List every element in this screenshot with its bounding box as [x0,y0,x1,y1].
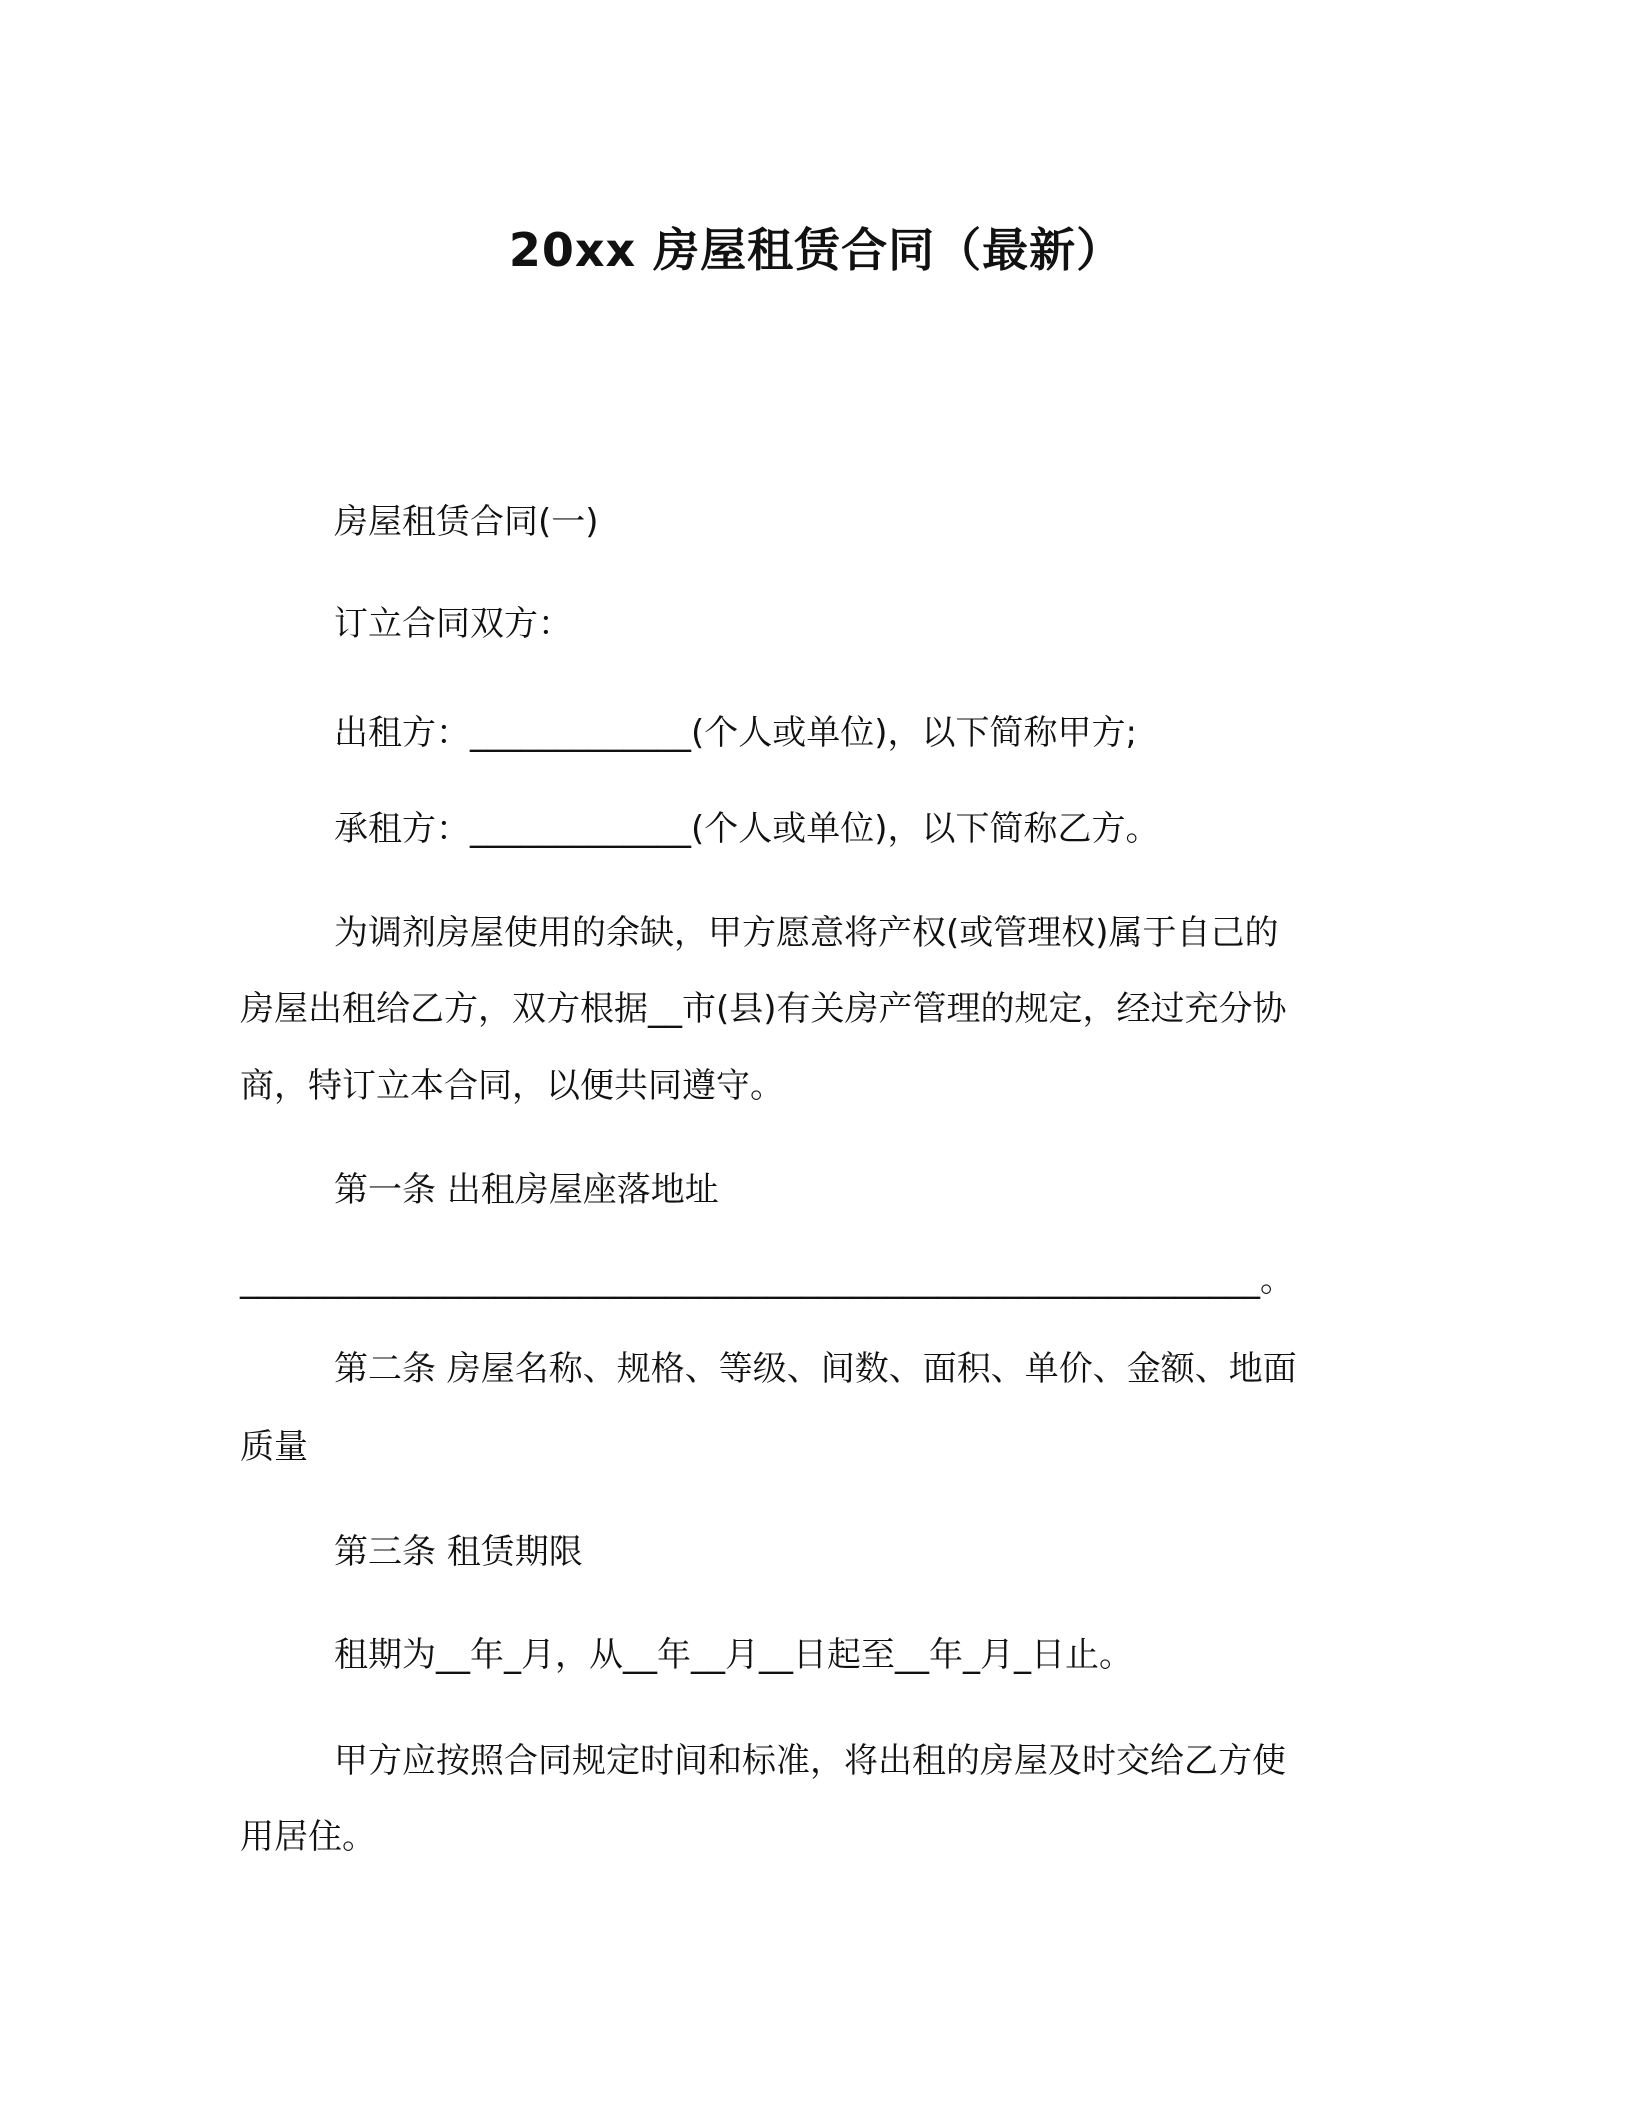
lessor-line: 出租方：_____________(个人或单位)，以下简称甲方; [334,713,1137,753]
preamble-line-1: 为调剂房屋使用的余缺，甲方愿意将产权(或管理权)属于自己的 [334,913,1279,953]
parties-heading: 订立合同双方： [334,604,572,644]
lease-term-line: 租期为__年_月，从__年__月__日起至__年_月_日止。 [334,1635,1133,1675]
delivery-line-2: 用居住。 [240,1817,376,1857]
article-2-continuation: 质量 [240,1427,308,1467]
preamble-line-3: 商，特订立本合同，以便共同遵守。 [240,1066,784,1106]
document-title: 20xx 房屋租赁合同（最新） [508,223,1124,277]
delivery-line-1: 甲方应按照合同规定时间和标准，将出租的房屋及时交给乙方使 [334,1741,1286,1781]
article-3-heading: 第三条 租赁期限 [334,1532,583,1572]
lessee-line: 承租方：_____________(个人或单位)，以下简称乙方。 [334,809,1160,849]
preamble-line-2: 房屋出租给乙方，双方根据__市(县)有关房产管理的规定，经过充分协 [240,989,1287,1029]
article-2-heading: 第二条 房屋名称、规格、等级、间数、面积、单价、金额、地面 [334,1349,1297,1389]
address-blank-line: ____________________________________________________________。 [240,1260,1294,1300]
article-1-heading: 第一条 出租房屋座落地址 [334,1170,719,1210]
contract-subtitle: 房屋租赁合同(一) [334,502,599,542]
